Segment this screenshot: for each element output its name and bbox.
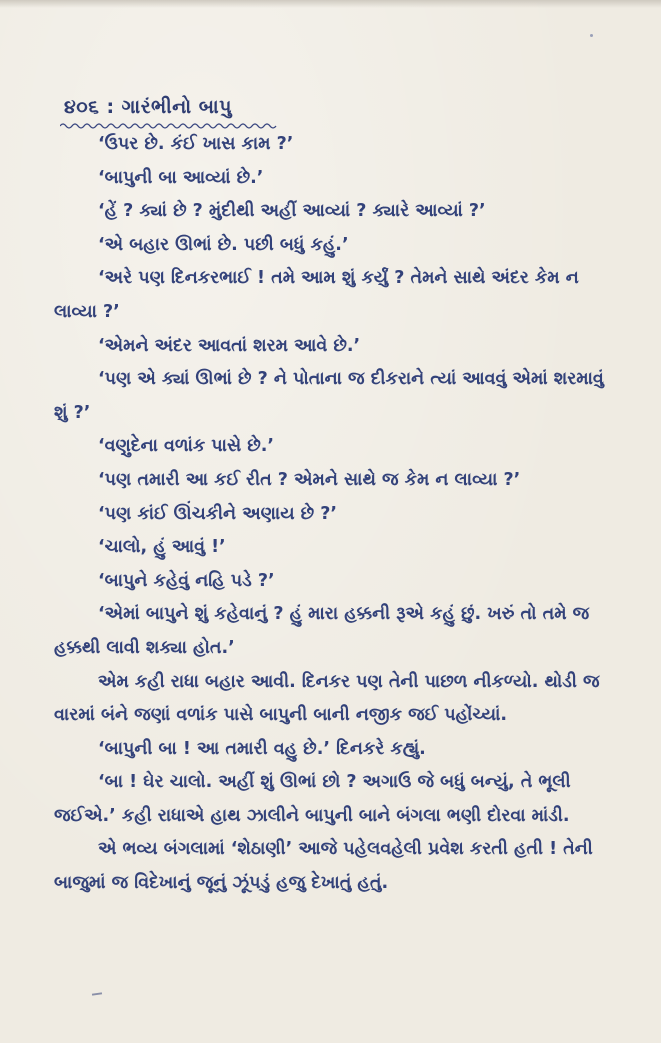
paragraph: ‘પણ એ ક્યાં ઊભાં છે ? ને પોતાના જ દીકરાને ત્યાં આવવું એમાં શરમાવું શું ?’ [54,369,604,423]
paragraph: ‘બા ! ઘેર ચાલો. અહીં શું ઊભાં છો ? અગાઉ જે બધું બન્યું, તે ભૂલી જઈએ.’ કહી રાધાએ હાથ ઝાલીને બાપુની બાને બંગલા ભણી દોરવા માંડી. [54,772,571,826]
paragraph: ‘હેં ? ક્યાં છે ? મુંદીથી અહીં આવ્યાં ? ક્યારે આવ્યાં ?’ [98,201,486,222]
paragraph: ‘એમને અંદર આવતાં શરમ આવે છે.’ [98,335,361,356]
paragraph: એ ભવ્ય બંગલામાં ‘શેઠાણી’ આજે પહેલવહેલી પ્રવેશ કરતી હતી ! તેની બાજુમાં જ વિદેખાનું જૂનું ઝૂંપડું હજુ દેખાતું હતું. [54,839,593,894]
paragraph: ‘બાપુને કહેવું નહિ પડે ?’ [98,570,275,591]
page-top-edge [0,0,661,8]
paragraph: ‘બાપુની બા આવ્યાં છે.’ [98,167,264,188]
paper-speck [590,34,593,37]
paragraph: ‘એ બહાર ઊભાં છે. પછી બધું કહું.’ [98,234,349,255]
paragraph: ‘પણ કાંઈ ઊંચકીને અણાય છે ?’ [98,503,338,524]
paragraph: ‘વણુદેના વળાંક પાસે છે.’ [98,436,275,457]
paper-mark [92,992,102,995]
paragraph: ‘બાપુની બા ! આ તમારી વહુ છે.’ દિનકરે કહ્યું. [98,738,426,759]
paragraph: ‘ઉપર છે. કંઈ ખાસ કામ ?’ [98,134,294,154]
paragraph: એમ કહી રાધા બહાર આવી. દિનકર પણ તેની પાછળ નીકળ્યો. થોડી જ વારમાં બંને જણાં વળાંક પાસે બાપુની બાની નજીક જઈ પહોંચ્યાં. [54,671,600,726]
paragraph: ‘એમાં બાપુને શું કહેવાનું ? હું મારા હક્કની રૂએ કહું છું. ખરું તો તમે જ હક્કથી લાવી શક્યા હોત.’ [54,604,590,658]
body-text [54,128,614,901]
paragraph: ‘ચાલો, હું આવું !’ [98,537,226,558]
paragraph: ‘પણ તમારી આ કઈ રીત ? એમને સાથે જ કેમ ન લાવ્યા ?’ [98,469,521,490]
paragraph: ‘અરે પણ દિનકરભાઈ ! તમે આમ શું કર્યું ? તેમને સાથે અંદર કેમ ન લાવ્યા ?’ [54,268,579,322]
page-header: ૪૦૬ : ગારંભીનો બાપુ [64,96,232,118]
